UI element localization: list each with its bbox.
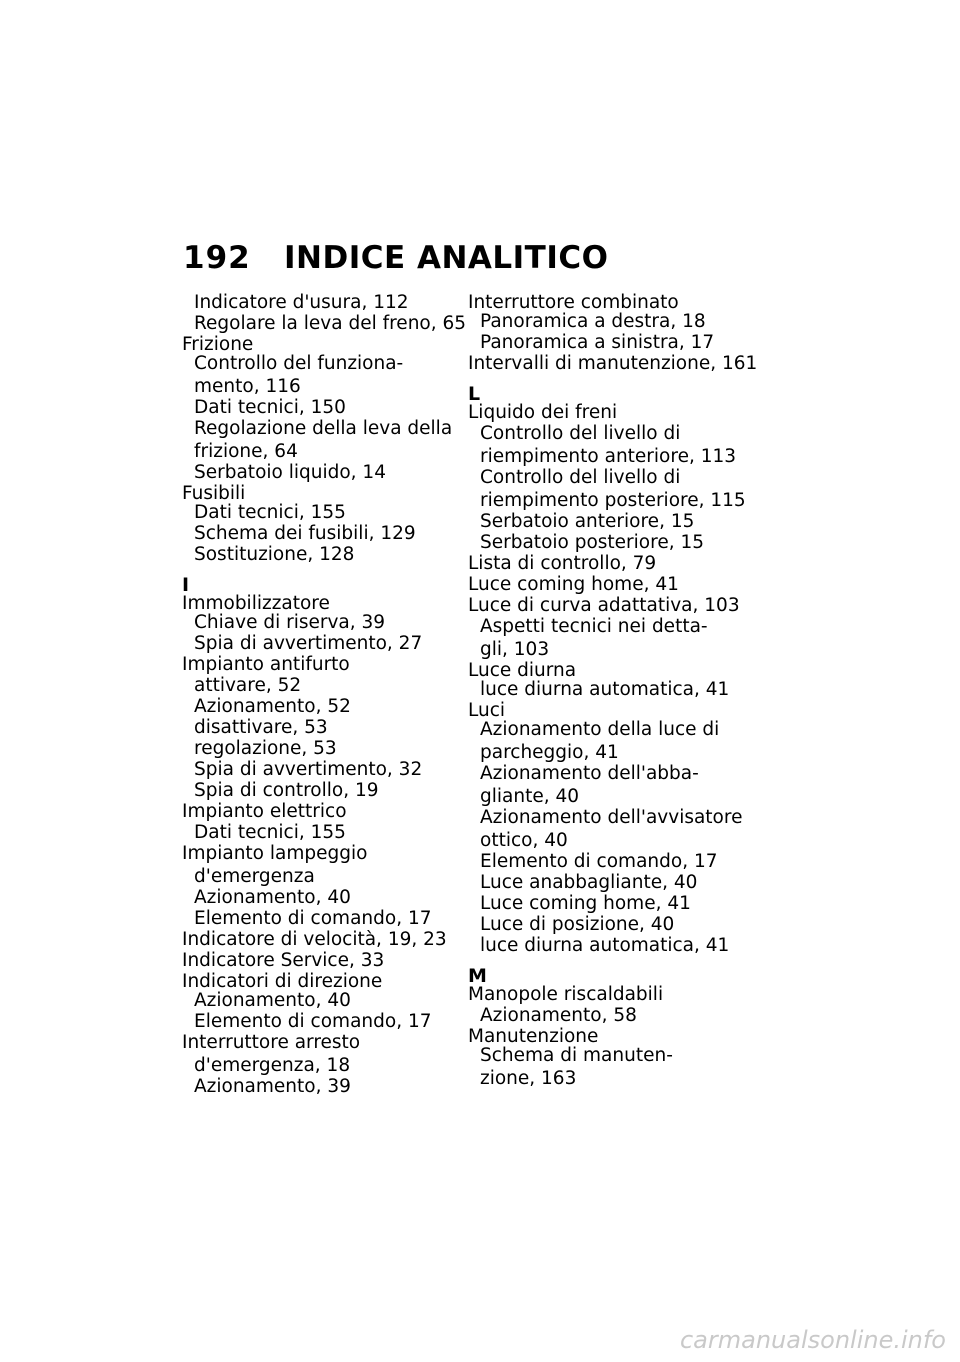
index-entry: Immobilizzatore (182, 593, 330, 614)
index-subentry: Schema di manuten- (480, 1045, 673, 1066)
index-subentry: parcheggio, 41 (480, 742, 619, 763)
index-subentry: Azionamento dell'abba- (480, 763, 699, 784)
index-entry: Luci (468, 700, 506, 721)
index-subentry: frizione, 64 (194, 441, 298, 462)
index-entry: Liquido dei freni (468, 402, 618, 423)
index-entry: Intervalli di manutenzione, 161 (468, 353, 758, 374)
index-subentry: Azionamento, 58 (480, 1005, 637, 1026)
index-subentry: Spia di avvertimento, 27 (194, 633, 423, 654)
index-subentry: Dati tecnici, 155 (194, 502, 346, 523)
index-column-right (468, 292, 758, 1089)
index-subentry: Azionamento della luce di (480, 719, 720, 740)
index-subentry: Azionamento, 39 (194, 1076, 351, 1097)
index-subentry: zione, 163 (480, 1068, 577, 1089)
index-subentry: Spia di avvertimento, 32 (194, 759, 423, 780)
index-subentry: Elemento di comando, 17 (194, 1011, 432, 1032)
index-entry: Impianto elettrico (182, 801, 347, 822)
index-subentry: Serbatoio posteriore, 15 (480, 532, 705, 553)
index-subentry: riempimento anteriore, 113 (480, 446, 737, 467)
index-subentry: Regolazione della leva della (194, 418, 453, 439)
index-subentry: Schema dei fusibili, 129 (194, 523, 416, 544)
index-subentry: gli, 103 (480, 639, 550, 660)
index-entry: Fusibili (182, 483, 246, 504)
index-subentry: Regolare la leva del freno, 65 (194, 313, 467, 334)
index-subentry: gliante, 40 (480, 786, 580, 807)
index-subentry: Luce coming home, 41 (480, 893, 691, 914)
index-entry: Manutenzione (468, 1026, 599, 1047)
index-subentry: Luce anabbagliante, 40 (480, 872, 698, 893)
index-subentry: Spia di controllo, 19 (194, 780, 379, 801)
index-subentry: regolazione, 53 (194, 738, 337, 759)
index-entry: Frizione (182, 334, 254, 355)
index-subentry: disattivare, 53 (194, 717, 328, 738)
index-subentry: Luce di posizione, 40 (480, 914, 675, 935)
index-subentry: luce diurna automatica, 41 (480, 679, 730, 700)
index-letter-heading: I (182, 574, 190, 596)
index-subentry: Sostituzione, 128 (194, 544, 355, 565)
index-subentry: Controllo del funziona- (194, 353, 404, 374)
index-subentry: Panoramica a destra, 18 (480, 311, 706, 332)
index-entry: Interruttore arresto (182, 1032, 361, 1053)
index-subentry: Aspetti tecnici nei detta- (480, 616, 708, 637)
index-entry: Interruttore combinato (468, 292, 679, 313)
index-subentry: riempimento posteriore, 115 (480, 490, 746, 511)
index-subentry: Azionamento, 52 (194, 696, 351, 717)
index-letter-heading: M (468, 965, 487, 987)
index-entry: Indicatore di velocità, 19, 23 (182, 929, 447, 950)
index-column-left (182, 292, 467, 1097)
index-subentry: mento, 116 (194, 376, 301, 397)
index-subentry: ottico, 40 (480, 830, 568, 851)
index-entry: Luce di curva adattativa, 103 (468, 595, 740, 616)
watermark: carmanualsonline.info (679, 1326, 946, 1354)
index-subentry: Controllo del livello di (480, 467, 681, 488)
index-subentry: Serbatoio liquido, 14 (194, 462, 386, 483)
index-entry: Luce diurna (468, 660, 577, 681)
index-subentry: Serbatoio anteriore, 15 (480, 511, 695, 532)
index-subentry: luce diurna automatica, 41 (480, 935, 730, 956)
index-subentry: Elemento di comando, 17 (194, 908, 432, 929)
page-title: INDICE ANALITICO (284, 240, 609, 276)
index-subentry: Azionamento dell'avvisatore (480, 807, 743, 828)
index-letter-heading: L (468, 383, 481, 405)
index-subentry: Indicatore d'usura, 112 (194, 292, 409, 313)
index-subentry: Azionamento, 40 (194, 990, 351, 1011)
index-subentry: Dati tecnici, 155 (194, 822, 346, 843)
index-subentry: Elemento di comando, 17 (480, 851, 718, 872)
index-subentry: Chiave di riserva, 39 (194, 612, 386, 633)
index-subentry: attivare, 52 (194, 675, 302, 696)
index-entry: Indicatore Service, 33 (182, 950, 385, 971)
index-subentry: Controllo del livello di (480, 423, 681, 444)
index-entry: Indicatori di direzione (182, 971, 383, 992)
index-subentry: d'emergenza (194, 866, 315, 887)
index-subentry: Panoramica a sinistra, 17 (480, 332, 715, 353)
index-subentry: Azionamento, 40 (194, 887, 351, 908)
page-number: 192 (183, 240, 251, 276)
index-entry: Luce coming home, 41 (468, 574, 679, 595)
index-entry: Manopole riscaldabili (468, 984, 664, 1005)
index-entry: Lista di controllo, 79 (468, 553, 657, 574)
index-subentry: Dati tecnici, 150 (194, 397, 346, 418)
index-entry: Impianto antifurto (182, 654, 350, 675)
index-subentry: d'emergenza, 18 (194, 1055, 351, 1076)
index-entry: Impianto lampeggio (182, 843, 368, 864)
